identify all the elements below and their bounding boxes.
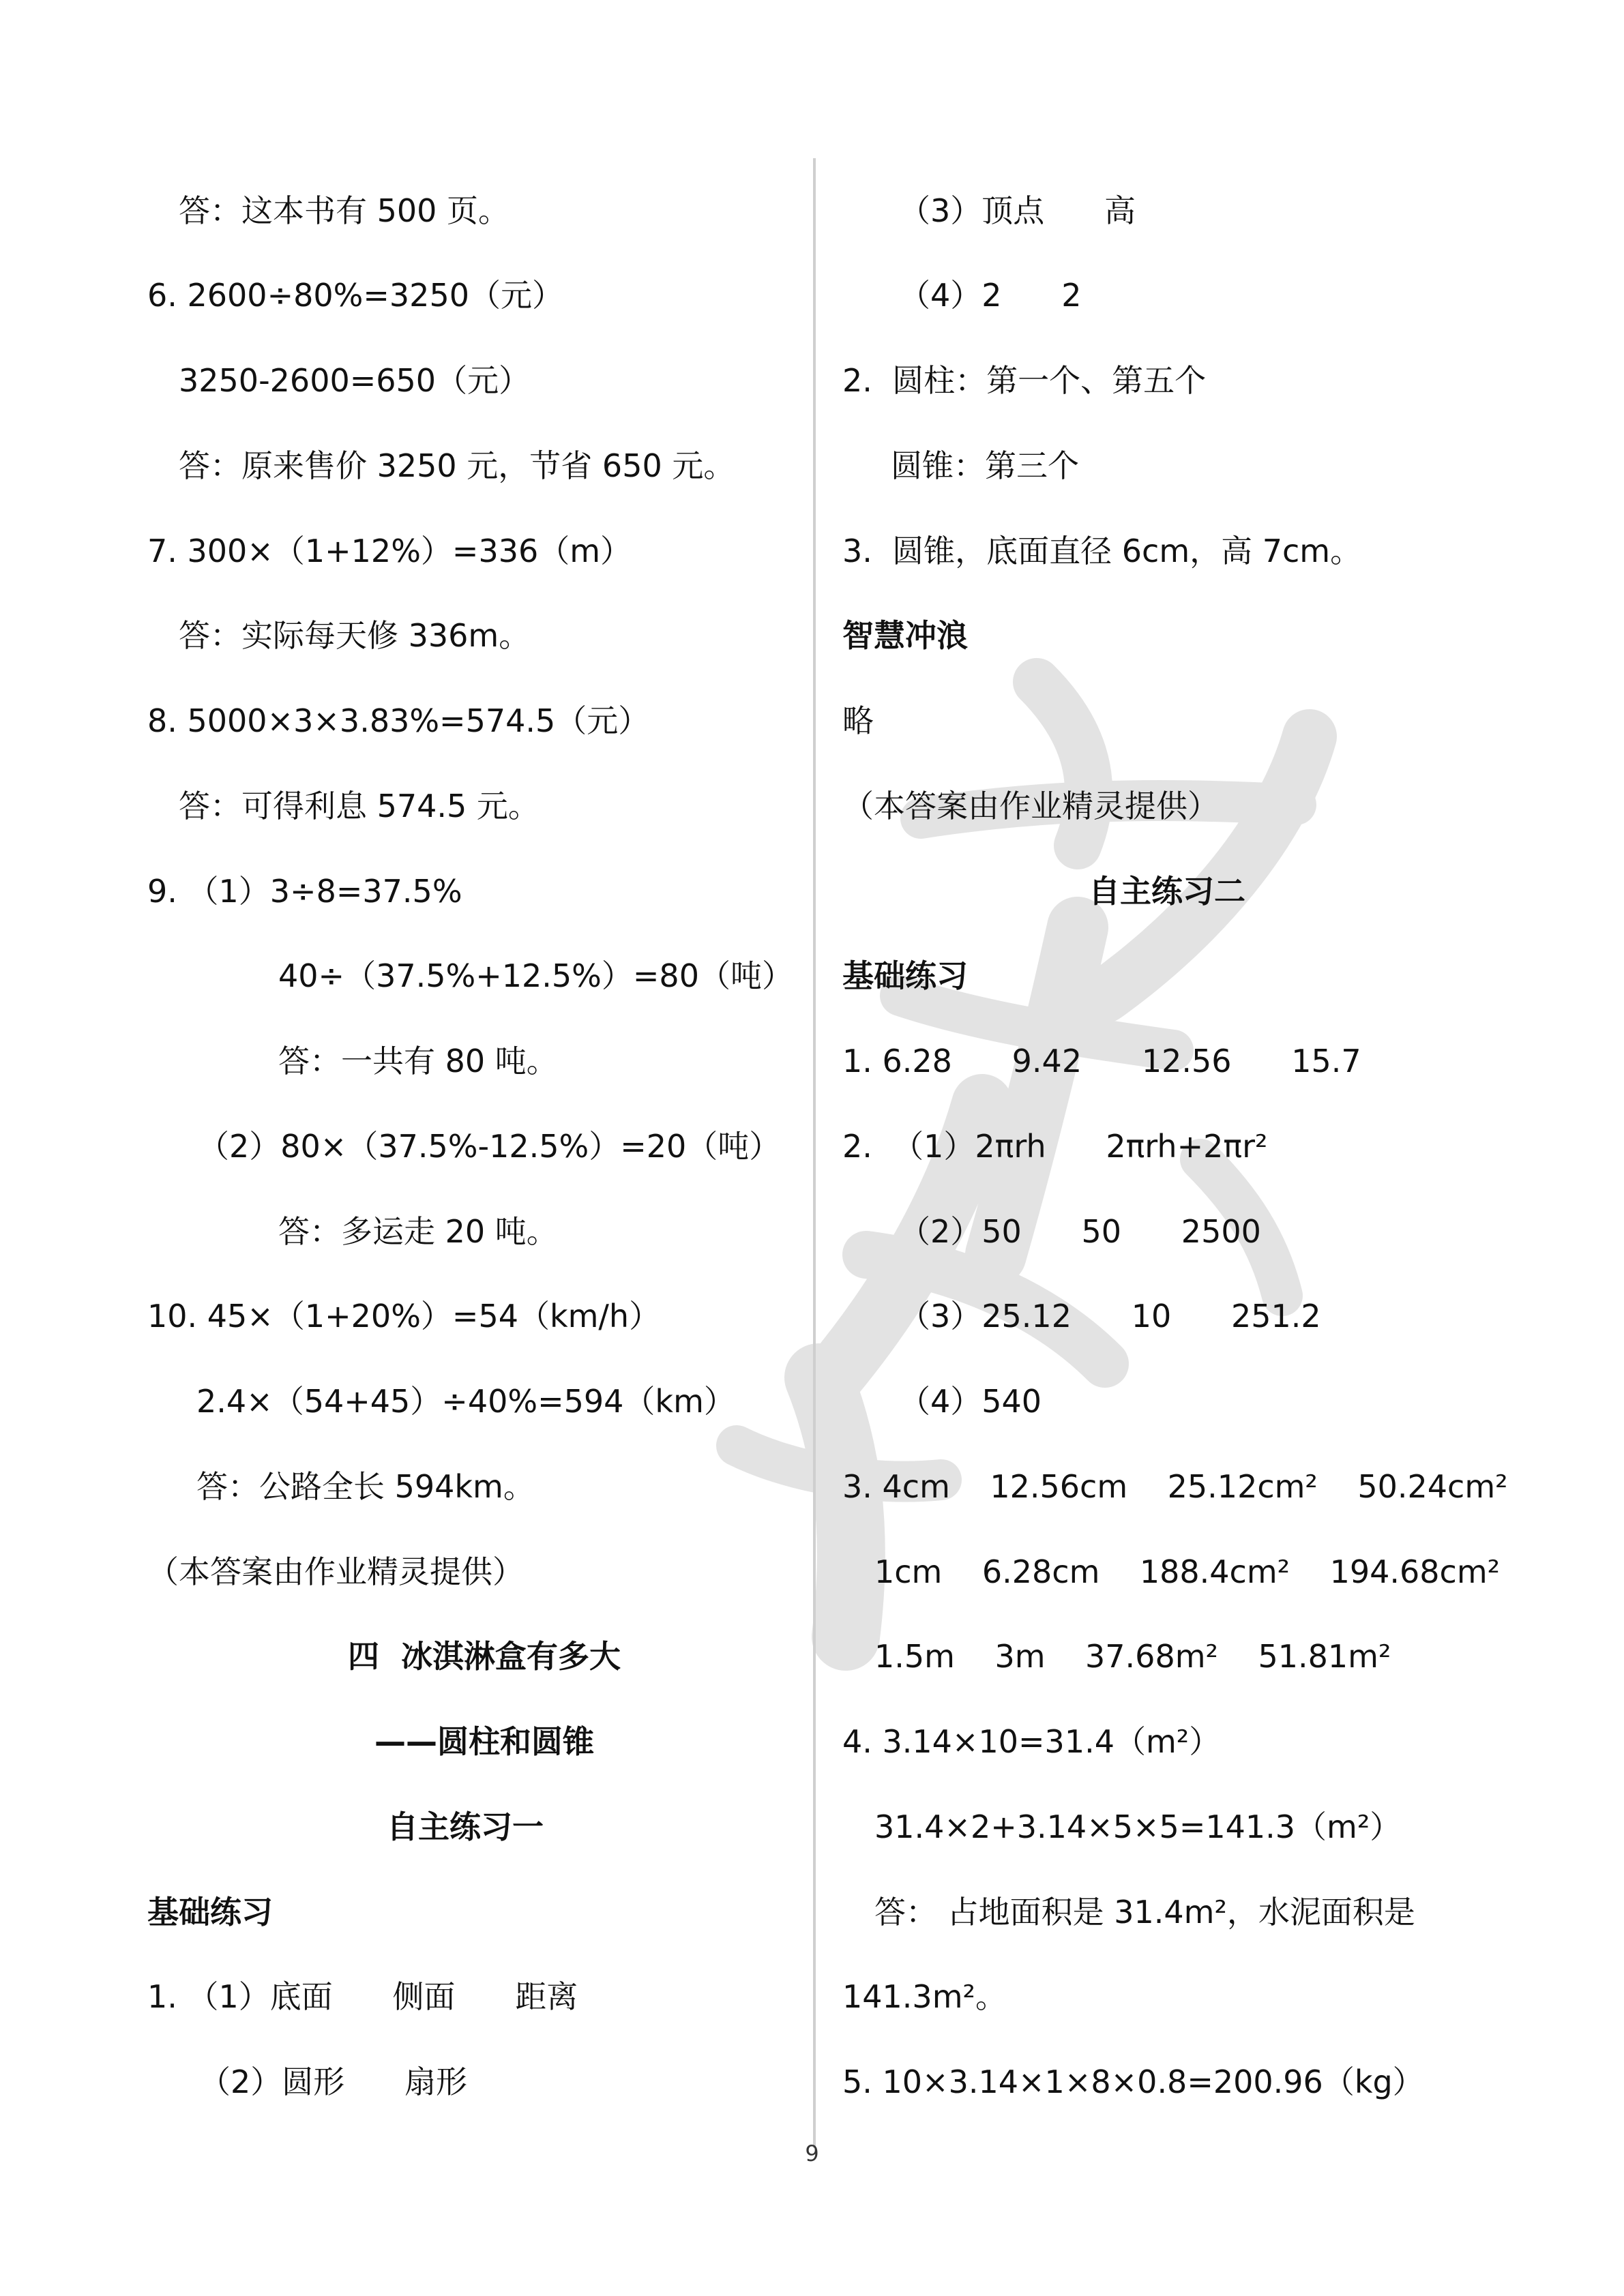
chapter-subtitle: ——圆柱和圆锥 — [374, 1723, 594, 1760]
question-3-line: 1.5m 3m 37.68m² 51.81m² — [874, 1638, 1391, 1675]
problem-9-line: 9. （1）3÷8=37.5% — [147, 873, 462, 910]
credit-note: （本答案由作业精灵提供） — [842, 788, 1219, 824]
question-1-line: 1. 6.28 9.42 12.56 15.7 — [842, 1043, 1361, 1079]
answer-line: 答：可得利息 574.5 元。 — [179, 788, 540, 824]
question-2-part-line: （4）540 — [899, 1383, 1042, 1420]
question-3-line: 3. 圆锥，底面直径 6cm，高 7cm。 — [842, 533, 1362, 569]
page-number: 9 — [805, 2141, 819, 2166]
question-5-line: 5. 10×3.14×1×8×0.8=200.96（kg） — [842, 2063, 1424, 2100]
question-3-line: 3. 4cm 12.56cm 25.12cm² 50.24cm² — [842, 1468, 1508, 1505]
question-2-part-line: （2）50 50 2500 — [899, 1213, 1261, 1250]
calculation-line: 31.4×2+3.14×5×5=141.3（m²） — [874, 1808, 1402, 1845]
answer-line: 答：公路全长 594km。 — [196, 1468, 535, 1505]
answer-line: 141.3m²。 — [842, 1978, 1007, 2015]
question-1-part-line: （3）顶点 高 — [899, 192, 1136, 229]
answer-line: 答：一共有 80 吨。 — [278, 1043, 558, 1079]
subsection-heading: 智慧冲浪 — [842, 617, 968, 654]
problem-7-line: 7. 300×（1+12%）=336（m） — [147, 533, 632, 569]
question-2-line: 圆锥：第三个 — [891, 447, 1079, 484]
answer-line: 答：原来售价 3250 元，节省 650 元。 — [179, 447, 735, 484]
answer-line: 答： 占地面积是 31.4m²，水泥面积是 — [874, 1894, 1415, 1930]
question-2-line: 2. 圆柱：第一个、第五个 — [842, 362, 1207, 399]
answer-line: 答：实际每天修 336m。 — [179, 617, 531, 654]
question-2-line: 2. （1）2πrh 2πrh+2πr² — [842, 1128, 1268, 1165]
question-2-part-line: （3）25.12 10 251.2 — [899, 1298, 1321, 1335]
calculation-line: 3250-2600=650（元） — [179, 362, 531, 399]
section-heading: 自主练习二 — [1089, 873, 1245, 910]
question-1-part-line: （4）2 2 — [899, 277, 1082, 314]
column-divider — [813, 158, 816, 2148]
problem-6-line: 6. 2600÷80%=3250（元） — [147, 277, 563, 314]
brief-answer: 略 — [842, 702, 874, 739]
answer-line: 答：多运走 20 吨。 — [278, 1213, 558, 1250]
calculation-line: （2）80×（37.5%-12.5%）=20（吨） — [198, 1128, 781, 1165]
question-3-line: 1cm 6.28cm 188.4cm² 194.68cm² — [874, 1553, 1501, 1590]
question-1-part-line: （2）圆形 扇形 — [199, 2063, 467, 2100]
question-4-line: 4. 3.14×10=31.4（m²） — [842, 1723, 1221, 1760]
section-heading: 自主练习一 — [387, 1808, 544, 1845]
subsection-heading: 基础练习 — [147, 1894, 273, 1930]
credit-note: （本答案由作业精灵提供） — [147, 1553, 524, 1590]
problem-10-line: 10. 45×（1+20%）=54（km/h） — [147, 1298, 661, 1335]
problem-8-line: 8. 5000×3×3.83%=574.5（元） — [147, 702, 650, 739]
chapter-title: 四 冰淇淋盒有多大 — [347, 1638, 621, 1675]
question-1-line: 1. （1）底面 侧面 距离 — [147, 1978, 578, 2015]
calculation-line: 2.4×（54+45）÷40%=594（km） — [196, 1383, 735, 1420]
calculation-line: 40÷（37.5%+12.5%）=80（吨） — [278, 957, 793, 994]
answer-line: 答：这本书有 500 页。 — [179, 192, 510, 229]
subsection-heading: 基础练习 — [842, 957, 968, 994]
